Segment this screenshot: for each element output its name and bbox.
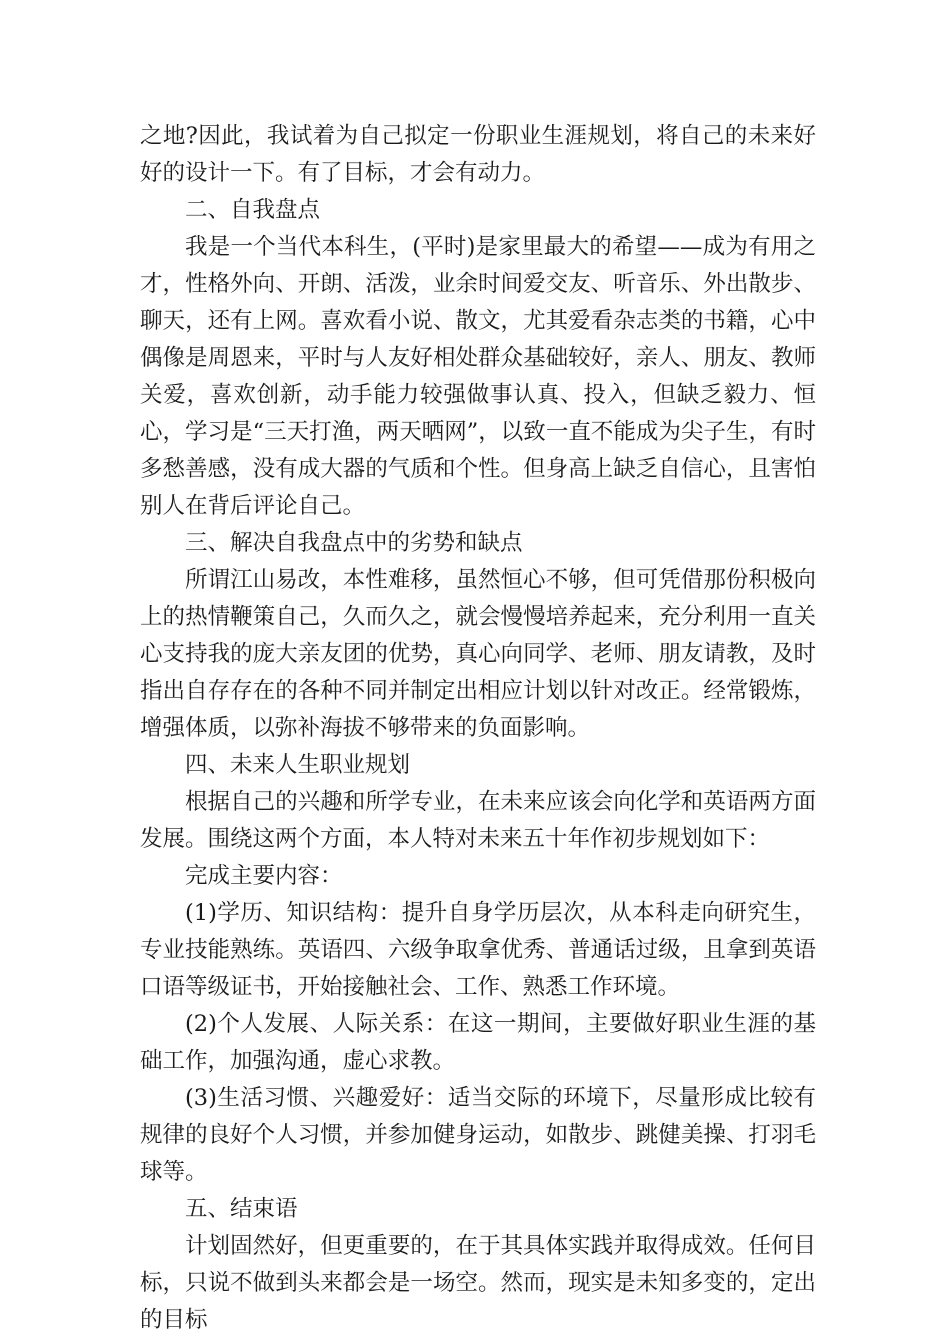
list-item-education: (1)学历、知识结构：提升自身学历层次，从本科走向研究生，专业技能熟练。英语四、六级争取拿优秀、普通话过级，且拿到英语口语等级证书，开始接触社会、工作、熟悉工作环境。 bbox=[140, 900, 816, 1000]
paragraph-self-inventory: 我是一个当代本科生，(平时)是家里最大的希望——成为有用之才，性格外向、开朗、活泼，业余时间爱交友、听音乐、外出散步、聊天，还有上网。喜欢看小说、散文，尤其爱看杂志类的书籍，心中偶像是周恩来，平时与人友好相处群众基础较好，亲人、朋友、教师关爱，喜欢创新，动手能力较强做事认真、投入，但缺乏毅力、恒心，学习是“三天打渔，两天晒网”，以致一直不能成为尖子生，有时多愁善感，没有成大器的气质和个性。但身高上缺乏自信心，且害怕别人在背后评论自己。 bbox=[140, 234, 816, 519]
subheading-main-content: 完成主要内容： bbox=[185, 863, 343, 889]
heading-weaknesses: 三、解决自我盘点中的劣势和缺点 bbox=[185, 530, 523, 556]
heading-conclusion: 五、结束语 bbox=[185, 1196, 298, 1222]
list-item-habits: (3)生活习惯、兴趣爱好：适当交际的环境下，尽量形成比较有规律的良好个人习惯，并参加健身运动，如散步、跳健美操、打羽毛球等。 bbox=[140, 1085, 816, 1185]
paragraph-weaknesses: 所谓江山易改，本性难移，虽然恒心不够，但可凭借那份积极向上的热情鞭策自己，久而久之，就会慢慢培养起来，充分利用一直关心支持我的庞大亲友团的优势，真心向同学、老师、朋友请教，及时指出自存存在的各种不同并制定出相应计划以针对改正。经常锻炼，增强体质，以弥补海拔不够带来的负面影响。 bbox=[140, 567, 816, 741]
list-item-development: (2)个人发展、人际关系：在这一期间，主要做好职业生涯的基础工作，加强沟通，虚心求教。 bbox=[140, 1011, 816, 1074]
paragraph-career-plan: 根据自己的兴趣和所学专业，在未来应该会向化学和英语两方面发展。围绕这两个方面，本人特对未来五十年作初步规划如下： bbox=[140, 789, 816, 852]
heading-career-plan: 四、未来人生职业规划 bbox=[185, 752, 411, 778]
heading-self-inventory: 二、自我盘点 bbox=[185, 197, 321, 223]
paragraph-conclusion: 计划固然好，但更重要的，在于其具体实践并取得成效。任何目标，只说不做到头来都会是一场空。然而，现实是未知多变的，定出的目标 bbox=[140, 1233, 816, 1333]
paragraph-continuation: 之地?因此，我试着为自己拟定一份职业生涯规划，将自己的未来好好的设计一下。有了目标，才会有动力。 bbox=[140, 123, 816, 186]
document-page bbox=[140, 118, 816, 1339]
